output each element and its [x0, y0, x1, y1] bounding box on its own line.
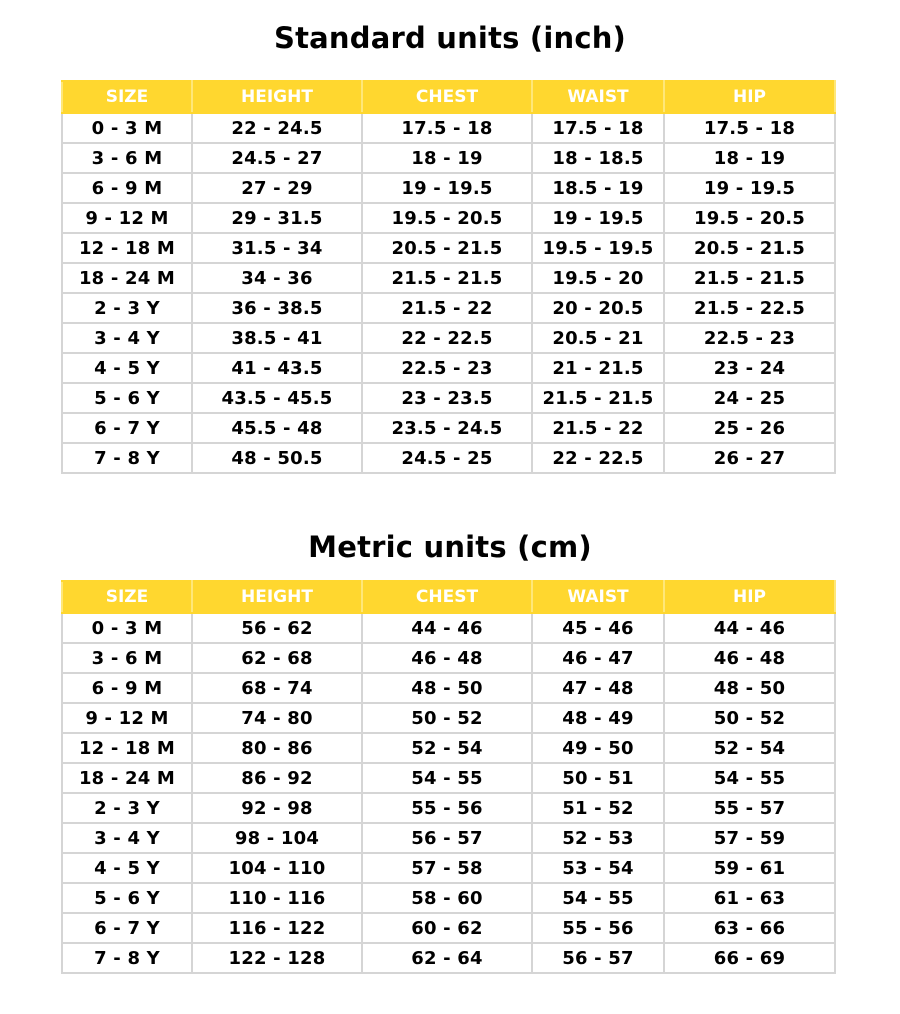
- column-header-waist: WAIST: [532, 81, 664, 113]
- table-cell-waist: 21 - 21.5: [532, 353, 664, 383]
- table-cell-hip: 23 - 24: [664, 353, 835, 383]
- table-row: [62, 113, 835, 143]
- table-row: [62, 353, 835, 383]
- table-cell-chest: 62 - 64: [362, 943, 532, 973]
- table-cell-size: 18 - 24 M: [62, 763, 192, 793]
- table-cell-chest: 19.5 - 20.5: [362, 203, 532, 233]
- column-header-chest: CHEST: [362, 81, 532, 113]
- column-header-hip: HIP: [664, 581, 835, 613]
- table-cell-hip: 52 - 54: [664, 733, 835, 763]
- table-cell-size: 2 - 3 Y: [62, 793, 192, 823]
- table-cell-height: 98 - 104: [192, 823, 362, 853]
- table-cell-chest: 23 - 23.5: [362, 383, 532, 413]
- table-row: [62, 883, 835, 913]
- table-row: [62, 413, 835, 443]
- table-cell-waist: 56 - 57: [532, 943, 664, 973]
- table-row: [62, 143, 835, 173]
- table-cell-size: 6 - 9 M: [62, 173, 192, 203]
- table-cell-chest: 24.5 - 25: [362, 443, 532, 473]
- table-cell-hip: 26 - 27: [664, 443, 835, 473]
- column-header-height: HEIGHT: [192, 81, 362, 113]
- table-cell-height: 34 - 36: [192, 263, 362, 293]
- table-cell-size: 7 - 8 Y: [62, 943, 192, 973]
- table-cell-height: 48 - 50.5: [192, 443, 362, 473]
- table-row: [62, 943, 835, 973]
- table-cell-chest: 21.5 - 21.5: [362, 263, 532, 293]
- table-cell-size: 2 - 3 Y: [62, 293, 192, 323]
- table-cell-hip: 19 - 19.5: [664, 173, 835, 203]
- table-cell-chest: 18 - 19: [362, 143, 532, 173]
- table-cell-size: 3 - 6 M: [62, 143, 192, 173]
- table-cell-waist: 19.5 - 19.5: [532, 233, 664, 263]
- table-cell-height: 24.5 - 27: [192, 143, 362, 173]
- table-cell-size: 3 - 6 M: [62, 643, 192, 673]
- table-cell-height: 68 - 74: [192, 673, 362, 703]
- table-cell-hip: 20.5 - 21.5: [664, 233, 835, 263]
- table-row: [62, 263, 835, 293]
- table-cell-height: 31.5 - 34: [192, 233, 362, 263]
- table-cell-height: 27 - 29: [192, 173, 362, 203]
- table-cell-size: 9 - 12 M: [62, 703, 192, 733]
- table-cell-height: 29 - 31.5: [192, 203, 362, 233]
- table-cell-waist: 47 - 48: [532, 673, 664, 703]
- table-cell-height: 104 - 110: [192, 853, 362, 883]
- table-cell-hip: 21.5 - 21.5: [664, 263, 835, 293]
- table-cell-hip: 24 - 25: [664, 383, 835, 413]
- table-row: [62, 173, 835, 203]
- table-cell-size: 12 - 18 M: [62, 733, 192, 763]
- table-cell-waist: 54 - 55: [532, 883, 664, 913]
- table-cell-chest: 20.5 - 21.5: [362, 233, 532, 263]
- table-cell-waist: 18 - 18.5: [532, 143, 664, 173]
- table-row: [62, 643, 835, 673]
- column-header-waist: WAIST: [532, 581, 664, 613]
- table-cell-hip: 61 - 63: [664, 883, 835, 913]
- table-row: [62, 233, 835, 263]
- table-cell-chest: 55 - 56: [362, 793, 532, 823]
- table-cell-height: 56 - 62: [192, 613, 362, 643]
- table-row: [62, 853, 835, 883]
- table-cell-hip: 66 - 69: [664, 943, 835, 973]
- table-cell-waist: 52 - 53: [532, 823, 664, 853]
- table-cell-waist: 48 - 49: [532, 703, 664, 733]
- table-row: [62, 733, 835, 763]
- table-cell-size: 6 - 9 M: [62, 673, 192, 703]
- table-cell-waist: 20.5 - 21: [532, 323, 664, 353]
- table-cell-waist: 49 - 50: [532, 733, 664, 763]
- table-cell-height: 74 - 80: [192, 703, 362, 733]
- table-cell-waist: 19 - 19.5: [532, 203, 664, 233]
- table-row: [62, 913, 835, 943]
- table-cell-size: 0 - 3 M: [62, 113, 192, 143]
- table-cell-waist: 46 - 47: [532, 643, 664, 673]
- table-cell-hip: 55 - 57: [664, 793, 835, 823]
- table-cell-hip: 46 - 48: [664, 643, 835, 673]
- metric-units-title: Metric units (cm): [308, 530, 592, 564]
- column-header-hip: HIP: [664, 81, 835, 113]
- table-cell-height: 92 - 98: [192, 793, 362, 823]
- table-cell-chest: 60 - 62: [362, 913, 532, 943]
- table-cell-chest: 54 - 55: [362, 763, 532, 793]
- table-cell-hip: 21.5 - 22.5: [664, 293, 835, 323]
- table-cell-chest: 46 - 48: [362, 643, 532, 673]
- column-header-size: SIZE: [62, 581, 192, 613]
- table-row: [62, 383, 835, 413]
- table-cell-chest: 57 - 58: [362, 853, 532, 883]
- standard-size-table: [61, 80, 836, 474]
- table-cell-hip: 18 - 19: [664, 143, 835, 173]
- table-cell-height: 45.5 - 48: [192, 413, 362, 443]
- table-cell-waist: 50 - 51: [532, 763, 664, 793]
- column-header-size: SIZE: [62, 81, 192, 113]
- table-cell-height: 41 - 43.5: [192, 353, 362, 383]
- table-cell-height: 110 - 116: [192, 883, 362, 913]
- table-cell-size: 4 - 5 Y: [62, 353, 192, 383]
- table-row: [62, 703, 835, 733]
- table-row: [62, 323, 835, 353]
- table-cell-height: 122 - 128: [192, 943, 362, 973]
- table-cell-size: 18 - 24 M: [62, 263, 192, 293]
- table-cell-size: 0 - 3 M: [62, 613, 192, 643]
- table-header-row: [62, 581, 835, 613]
- table-cell-size: 9 - 12 M: [62, 203, 192, 233]
- column-header-chest: CHEST: [362, 581, 532, 613]
- table-cell-hip: 63 - 66: [664, 913, 835, 943]
- table-cell-hip: 59 - 61: [664, 853, 835, 883]
- table-cell-chest: 22 - 22.5: [362, 323, 532, 353]
- table-cell-height: 116 - 122: [192, 913, 362, 943]
- table-cell-waist: 20 - 20.5: [532, 293, 664, 323]
- table-cell-waist: 21.5 - 22: [532, 413, 664, 443]
- table-cell-height: 38.5 - 41: [192, 323, 362, 353]
- table-cell-chest: 17.5 - 18: [362, 113, 532, 143]
- table-cell-chest: 56 - 57: [362, 823, 532, 853]
- table-cell-size: 6 - 7 Y: [62, 913, 192, 943]
- table-cell-hip: 22.5 - 23: [664, 323, 835, 353]
- table-cell-size: 5 - 6 Y: [62, 883, 192, 913]
- table-cell-waist: 53 - 54: [532, 853, 664, 883]
- table-cell-size: 5 - 6 Y: [62, 383, 192, 413]
- table-cell-hip: 25 - 26: [664, 413, 835, 443]
- table-cell-size: 12 - 18 M: [62, 233, 192, 263]
- table-cell-height: 43.5 - 45.5: [192, 383, 362, 413]
- table-cell-waist: 45 - 46: [532, 613, 664, 643]
- table-row: [62, 673, 835, 703]
- table-cell-waist: 55 - 56: [532, 913, 664, 943]
- table-cell-chest: 52 - 54: [362, 733, 532, 763]
- table-cell-waist: 19.5 - 20: [532, 263, 664, 293]
- table-row: [62, 443, 835, 473]
- table-cell-height: 62 - 68: [192, 643, 362, 673]
- table-cell-hip: 50 - 52: [664, 703, 835, 733]
- table-row: [62, 293, 835, 323]
- table-cell-waist: 21.5 - 21.5: [532, 383, 664, 413]
- table-header-row: [62, 81, 835, 113]
- table-cell-chest: 48 - 50: [362, 673, 532, 703]
- column-header-height: HEIGHT: [192, 581, 362, 613]
- table-cell-height: 36 - 38.5: [192, 293, 362, 323]
- table-cell-size: 4 - 5 Y: [62, 853, 192, 883]
- table-row: [62, 823, 835, 853]
- table-cell-height: 80 - 86: [192, 733, 362, 763]
- table-cell-chest: 22.5 - 23: [362, 353, 532, 383]
- table-cell-waist: 22 - 22.5: [532, 443, 664, 473]
- table-cell-size: 6 - 7 Y: [62, 413, 192, 443]
- table-cell-hip: 48 - 50: [664, 673, 835, 703]
- table-cell-hip: 17.5 - 18: [664, 113, 835, 143]
- table-cell-hip: 44 - 46: [664, 613, 835, 643]
- table-cell-chest: 50 - 52: [362, 703, 532, 733]
- table-cell-size: 3 - 4 Y: [62, 323, 192, 353]
- table-cell-size: 7 - 8 Y: [62, 443, 192, 473]
- table-cell-chest: 19 - 19.5: [362, 173, 532, 203]
- table-cell-height: 22 - 24.5: [192, 113, 362, 143]
- table-cell-hip: 19.5 - 20.5: [664, 203, 835, 233]
- standard-units-title: Standard units (inch): [273, 21, 627, 55]
- table-cell-height: 86 - 92: [192, 763, 362, 793]
- table-row: [62, 613, 835, 643]
- metric-size-table: [61, 580, 836, 974]
- table-cell-chest: 44 - 46: [362, 613, 532, 643]
- table-cell-size: 3 - 4 Y: [62, 823, 192, 853]
- table-cell-chest: 58 - 60: [362, 883, 532, 913]
- table-cell-waist: 18.5 - 19: [532, 173, 664, 203]
- table-row: [62, 763, 835, 793]
- table-row: [62, 793, 835, 823]
- table-cell-chest: 21.5 - 22: [362, 293, 532, 323]
- table-cell-chest: 23.5 - 24.5: [362, 413, 532, 443]
- table-row: [62, 203, 835, 233]
- table-cell-waist: 17.5 - 18: [532, 113, 664, 143]
- table-cell-waist: 51 - 52: [532, 793, 664, 823]
- table-cell-hip: 57 - 59: [664, 823, 835, 853]
- table-cell-hip: 54 - 55: [664, 763, 835, 793]
